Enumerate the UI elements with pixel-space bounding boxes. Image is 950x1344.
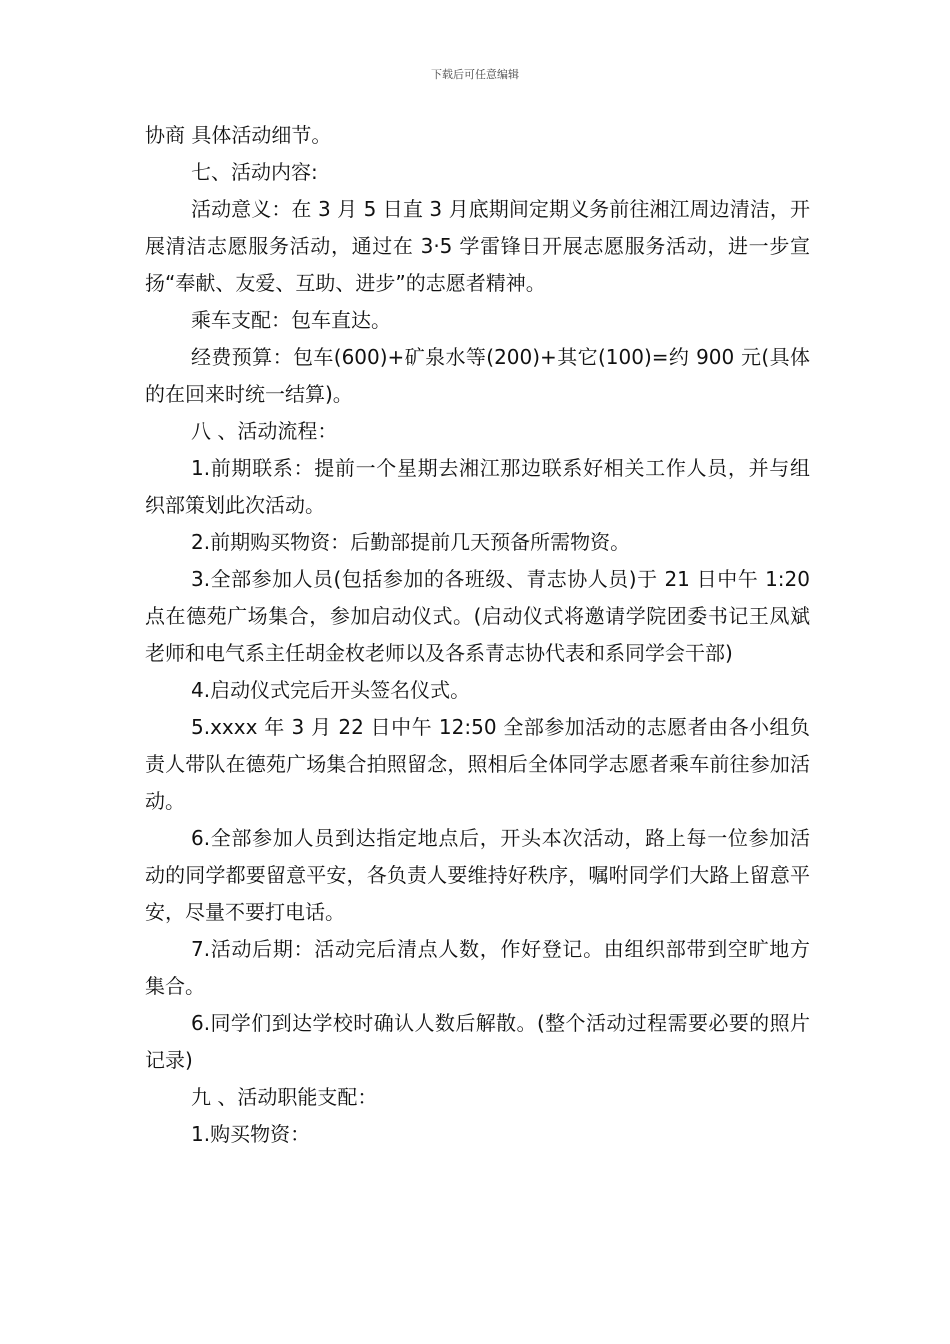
header-note: 下载后可任意编辑: [431, 68, 519, 81]
list-item: 6.同学们到达学校时确认人数后解散。(整个活动过程需要必要的照片记录): [145, 1011, 810, 1072]
paragraph: 经费预算：包车(600)+矿泉水等(200)+其它(100)=约 900 元(具体的在回来时统一结算)。: [145, 345, 810, 406]
list-item: 6.全部参加人员到达指定地点后，开头本次活动，路上每一位参加活动的同学都要留意平安，各负责人要维持好秩序，嘱咐同学们大路上留意平安，尽量不要打电话。: [145, 826, 810, 924]
paragraph: 活动意义：在 3 月 5 日直 3 月底期间定期义务前往湘江周边清洁，开展清洁志愿服务活动，通过在 3·5 学雷锋日开展志愿服务活动，进一步宣扬“奉献、友爱、互助、进步”的志愿者精神。: [145, 197, 810, 295]
section-heading-9: 九 、活动职能支配：: [191, 1085, 378, 1109]
list-item: 5.xxxx 年 3 月 22 日中午 12:50 全部参加活动的志愿者由各小组负责人带队在德苑广场集合拍照留念，照相后全体同学志愿者乘车前往参加活动。: [145, 715, 810, 813]
paragraph: 乘车支配：包车直达。: [191, 308, 391, 332]
paragraph: 协商 具体活动细节。: [145, 123, 332, 147]
list-item: 7.活动后期：活动完后清点人数，作好登记。由组织部带到空旷地方集合。: [145, 937, 810, 998]
section-heading-8: 八 、活动流程：: [191, 419, 338, 443]
section-heading-7: 七、活动内容:: [191, 160, 318, 184]
list-item: 4.启动仪式完后开头签名仪式。: [191, 678, 471, 702]
list-item: 2.前期购买物资：后勤部提前几天预备所需物资。: [191, 530, 631, 554]
list-item: 1.购买物资：: [191, 1122, 311, 1146]
list-item: 3.全部参加人员(包括参加的各班级、青志协人员)于 21 日中午 1:20 点在德苑广场集合，参加启动仪式。(启动仪式将邀请学院团委书记王凤斌老师和电气系主任胡金枚老师以及各系青志协代表和系同学会干部): [145, 567, 810, 665]
list-item: 1.前期联系：提前一个星期去湘江那边联系好相关工作人员，并与组织部策划此次活动。: [145, 456, 810, 517]
document-body: [145, 117, 810, 1153]
